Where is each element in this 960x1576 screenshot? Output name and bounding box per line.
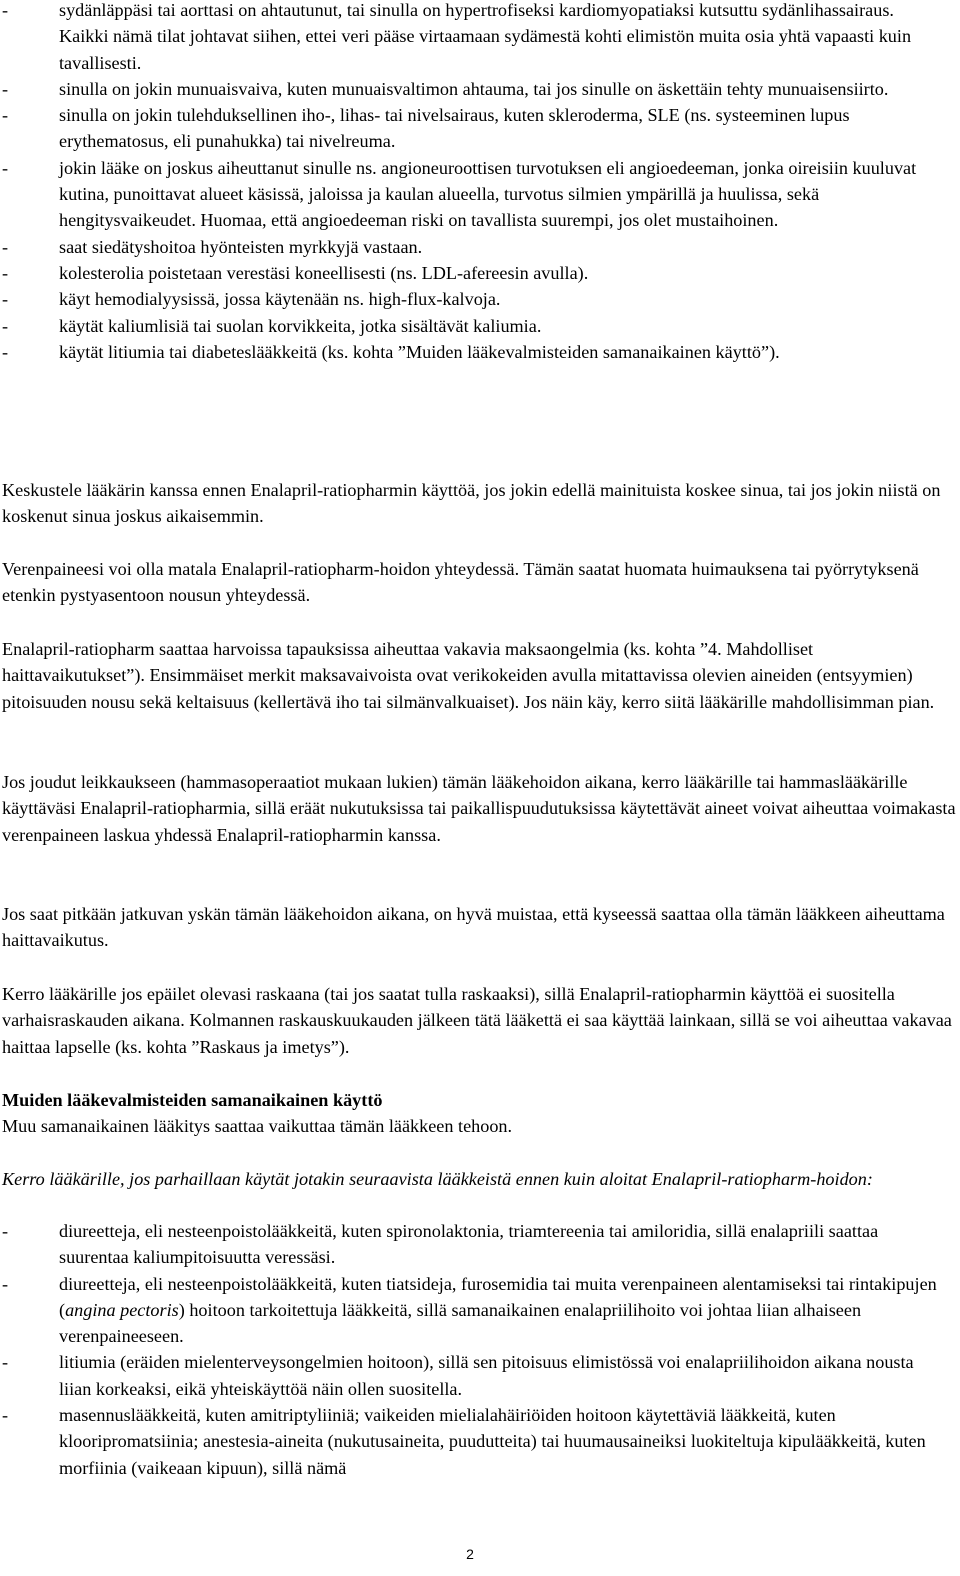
- list-item: [0, 155, 950, 234]
- list-item: [0, 1402, 950, 1481]
- list-bullet: -: [2, 157, 9, 178]
- list-item: [0, 286, 950, 312]
- list-item-text: käytät kaliumlisiä tai suolan korvikkeita, jotka sisältävät kaliumia.: [59, 315, 542, 336]
- list-item-text: sydänläppäsi tai aorttasi on ahtautunut, tai sinulla on hypertrofiseksi kardiomyopatiaksi kutsuttu sydänlihassairaus. Kaikki nämä tilat johtavat siihen, ettei veri pääse virtaamaan sydämestä kohti elimistön muita osia yhtä vapaasti kuin tavallisesti.: [59, 0, 912, 73]
- list-bullet: -: [2, 78, 9, 99]
- page-number: 2: [466, 1546, 474, 1562]
- list-bullet: -: [2, 1352, 9, 1373]
- list-bullet: -: [2, 1405, 9, 1426]
- paragraph-liver-problems: Enalapril-ratiopharm saattaa harvoissa tapauksissa aiheuttaa vakavia maksaongelmia (ks. kohta ”4. Mahdolliset haittavaikutukset”). Ensimmäiset merkit maksavaivoista ovat verikokeiden avulla mitattavissa olevien aineiden (entsyymien) pitoisuuden nousu sekä keltaisuus (kellertävä iho tai silmänvalkuaiset). Jos näin käy, kerro siitä lääkärille mahdollisimman pian.: [2, 639, 935, 712]
- section-italic-intro: Kerro lääkärille, jos parhaillaan käytät jotakin seuraavista lääkkeistä ennen kuin aloitat Enalapril-ratiopharm-hoidon:: [2, 1169, 873, 1189]
- list-item: [0, 0, 950, 76]
- list-item: [0, 1271, 950, 1350]
- section-other-medicines: [0, 1087, 950, 1140]
- list-bullet: -: [2, 289, 9, 310]
- list-item: [0, 76, 950, 102]
- list-item-text: jokin lääke on joskus aiheuttanut sinulle ns. angioneuroottisen turvotuksen eli angioedeeman, jonka oireisiin kuuluvat kutina, punoittavat alueet käsissä, jaloissa ja kaulan alueella, turvotus silmien ympärillä ja huulissa, sekä hengitysvaikeudet. Huomaa, että angioedeeman riski on tavallista suurempi, jos olet mustaihoinen.: [59, 157, 917, 231]
- list-bullet: -: [2, 341, 9, 362]
- list-bullet: -: [2, 262, 9, 283]
- list-item-text: masennuslääkkeitä, kuten amitriptyliiniä; vaikeiden mielialahäiriöiden hoitoon käytettäviä lääkkeitä, kuten klooripromatsiinia; anestesia-aineita (nukutusaineita, puudutteita) tai huumausaineiksi luokiteltuja kipulääkkeitä, kuten morfiinia (vaikeaan kipuun), sillä nämä: [59, 1405, 926, 1478]
- list-item-text: diureetteja, eli nesteenpoistolääkkeitä, kuten spironolaktonia, triamtereenia tai amiloridia, sillä enalapriili saattaa suurentaa kaliumpitoisuutta veressäsi.: [59, 1221, 879, 1268]
- list-item-text: litiumia (eräiden mielenterveysongelmien hoitoon), sillä sen pitoisuus elimistössä voi enalapriilihoidon aikana nousta liian korkeaksi, eikä yhteiskäyttöä näin ollen suositella.: [59, 1352, 914, 1399]
- list-item-text: sinulla on jokin tulehduksellinen iho-, lihas- tai nivelsairaus, kuten skleroderma, SLE (ns. systeeminen lupus erythematosus, eli punahukka) tai nivelreuma.: [59, 105, 850, 152]
- paragraph-cough: Jos saat pitkään jatkuvan yskän tämän lääkehoidon aikana, on hyvä muistaa, että kyseessä saattaa olla tämän lääkkeen aiheuttama haittavaikutus.: [2, 904, 945, 951]
- paragraph-low-blood-pressure: Verenpaineesi voi olla matala Enalapril-ratiopharm-hoidon yhteydessä. Tämän saatat huomata huimauksena tai pyörrytyksenä etenkin pystyasentoon nousun yhteydessä.: [2, 559, 919, 606]
- interactions-list: [0, 1218, 950, 1481]
- list-item: [0, 260, 950, 286]
- list-item-text: käytät litiumia tai diabeteslääkkeitä (ks. kohta ”Muiden lääkevalmisteiden samanaikainen käyttö”).: [59, 341, 780, 362]
- paragraph-consult-doctor: Keskustele lääkärin kanssa ennen Enalapril-ratiopharmin käyttöä, jos jokin edellä mainituista koskee sinua, tai jos jokin niistä on koskenut sinua joskus aikaisemmin.: [2, 480, 941, 527]
- list-item: [0, 1349, 950, 1402]
- list-item: [0, 234, 950, 260]
- list-item-text-end: ) hoitoon tarkoitettuja lääkkeitä, sillä samanaikainen enalapriilihoito voi johtaa liian alhaiseen verenpaineeseen.: [59, 1299, 862, 1347]
- list-bullet: -: [2, 105, 9, 126]
- section-heading: Muiden lääkevalmisteiden samanaikainen käyttö: [2, 1090, 383, 1110]
- precautions-list: [0, 0, 950, 365]
- list-bullet: -: [2, 315, 9, 336]
- list-bullet: -: [2, 1273, 9, 1294]
- section-intro: Muu samanaikainen lääkitys saattaa vaikuttaa tämän lääkkeen tehoon.: [2, 1116, 513, 1137]
- list-item-text: sinulla on jokin munuaisvaiva, kuten munuaisvaltimon ahtauma, tai jos sinulle on äskettäin tehty munuaisensiirto.: [59, 78, 889, 99]
- list-item: [0, 339, 950, 365]
- list-item-text-start: diureetteja, eli nesteenpoistolääkkeitä, kuten tiatsideja, furosemidia tai muita verenpaineen alentamiseksi tai rintakipujen (: [59, 1273, 937, 1320]
- paragraph-pregnancy: Kerro lääkärille jos epäilet olevasi raskaana (tai jos saatat tulla raskaaksi), sillä Enalapril-ratiopharmin käyttöä ei suositella varhaisraskauden aikana. Kolmannen raskauskuukauden jälkeen tätä lääkettä ei saa käyttää lainkaan, sillä se voi aiheuttaa vakavaa haittaa lapselle (ks. kohta ”Raskaus ja imetys”).: [2, 984, 952, 1057]
- list-item-text: käyt hemodialyysissä, jossa käytenään ns. high-flux-kalvoja.: [59, 289, 501, 310]
- list-item: [0, 1218, 950, 1271]
- paragraph-surgery: Jos joudut leikkaukseen (hammasoperaatiot mukaan lukien) tämän lääkehoidon aikana, kerro lääkärille tai hammaslääkärille käyttäväsi Enalapril-ratiopharmia, sillä eräät nukutuksissa tai paikallispuudutuksissa käytettävät aineet voivat aiheuttaa voimakasta verenpaineen laskua yhdessä Enalapril-ratiopharmin kanssa.: [2, 772, 956, 845]
- list-item: [0, 313, 950, 339]
- list-bullet: -: [2, 0, 9, 20]
- list-item-text-italic: angina pectoris: [65, 1299, 179, 1320]
- list-item-text: kolesterolia poistetaan verestäsi koneellisesti (ns. LDL-afereesin avulla).: [59, 262, 589, 283]
- list-bullet: -: [2, 1221, 9, 1241]
- list-item-text: saat siedätyshoitoa hyönteisten myrkkyjä vastaan.: [59, 236, 423, 257]
- list-item: [0, 102, 950, 155]
- list-bullet: -: [2, 236, 9, 257]
